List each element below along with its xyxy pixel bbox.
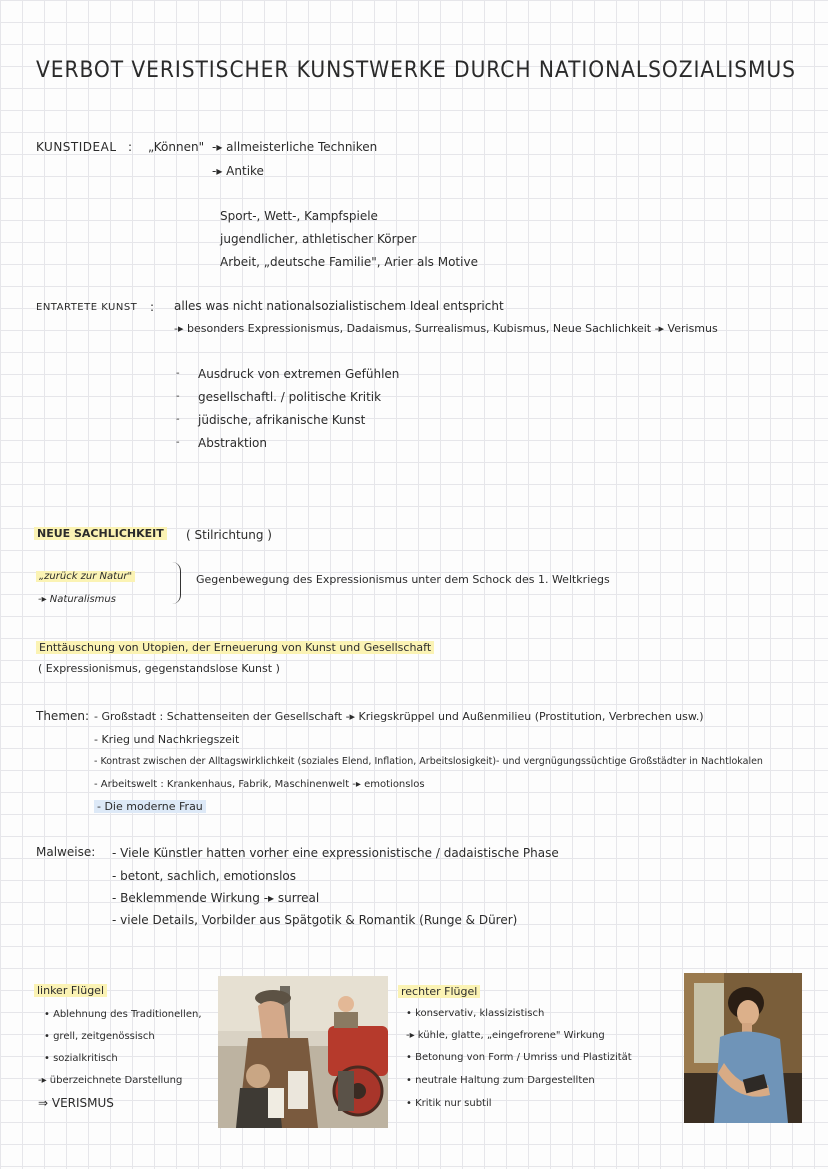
links-item: • grell, zeitgenössisch [44,1031,155,1042]
bullet-dash: - [176,437,180,448]
rechts-item: -▸ kühle, glatte, „eingefrorene" Wirkung [406,1030,605,1041]
kunstideal-colon: : [128,140,133,154]
kunstideal-label: KUNSTIDEAL [36,140,117,154]
painting-drawing [218,976,388,1128]
rechter-fluegel-text: rechter Flügel [398,985,480,998]
themen-item: - Krieg und Nachkriegszeit [94,733,240,746]
gegenbewegung-text: Gegenbewegung des Expressionismus unter dem Schock des 1. Weltkriegs [196,573,610,586]
enttaeuschung-line-1 [36,641,434,654]
neue-sachlichkeit-sub: ( Stilrichtung ) [186,528,272,542]
rechts-item: • neutrale Haltung zum Dargestellten [406,1075,595,1086]
malweise-item: - Viele Künstler hatten vorher eine expressionistische / dadaistische Phase [112,846,559,860]
kunstideal-arrow-2: -▸ Antike [212,164,264,178]
links-item: -▸ überzeichnete Darstellung [38,1075,183,1086]
themen-item: - Großstadt : Schattenseiten der Gesellschaft -▸ Kriegskrüppel und Außenmilieu (Prostitution, Verbrechen usw.) [94,710,704,723]
entartete-item: Abstraktion [198,436,268,450]
malweise-label: Malweise: [36,845,96,859]
kunstideal-item: Sport-, Wett-, Kampfspiele [220,209,378,223]
bullet-dash: - [176,414,180,425]
malweise-item: - Beklemmende Wirkung -▸ surreal [112,891,320,905]
rechter-fluegel-heading [398,985,480,998]
themen-label: Themen: [36,709,90,723]
entartete-item: jüdische, afrikanische Kunst [198,413,366,427]
themen-item: - Arbeitswelt : Krankenhaus, Fabrik, Maschinenwelt -▸ emotionslos [94,779,425,790]
kunstideal-arrow-1: -▸ allmeisterliche Techniken [212,140,378,154]
linker-fluegel-text: linker Flügel [34,984,107,997]
themen-item-last [94,800,206,813]
page-title: VERBOT VERISTISCHER KUNSTWERKE DURCH NATIONALSOZIALISMUS [36,58,796,83]
bullet-dash: - [176,391,180,402]
bullet-dash: - [176,368,180,379]
links-item: • Ablehnung des Traditionellen, [44,1009,202,1020]
enttaeuschung-text: Enttäuschung von Utopien, der Erneuerung von Kunst und Gesellschaft [36,641,434,654]
entartete-item: Ausdruck von extremen Gefühlen [198,367,400,381]
painting-woman-reading-image [684,973,802,1123]
kunstideal-item: Arbeit, „deutsche Familie", Arier als Motive [220,255,478,269]
naturalismus: -▸ Naturalismus [38,594,116,605]
entartete-line-1: alles was nicht nationalsozialistischem Ideal entspricht [174,299,504,313]
painting-drawing [684,973,802,1123]
enttaeuschung-line-2: ( Expressionismus, gegenstandslose Kunst ) [38,662,280,675]
malweise-item: - viele Details, Vorbilder aus Spätgotik & Romantik (Runge & Dürer) [112,913,518,927]
rechts-item: • konservativ, klassizistisch [406,1008,545,1019]
links-item: ⇒ VERISMUS [38,1096,114,1110]
kunstideal-keyword: „Können" [148,140,205,154]
kunstideal-item: jugendlicher, athletischer Körper [220,232,417,246]
curly-brace [172,562,181,604]
rechts-item: • Betonung von Form / Umriss und Plastizität [406,1052,632,1063]
zurueck-zur-natur: „zurück zur Natur" [36,571,135,582]
neue-sachlichkeit-heading: NEUE SACHLICHKEIT [34,527,167,540]
entartete-item: gesellschaftl. / politische Kritik [198,390,382,404]
entartete-colon: : [150,300,155,314]
malweise-item: - betont, sachlich, emotionslos [112,869,297,883]
linker-fluegel-heading [34,984,107,997]
links-item: • sozialkritisch [44,1053,118,1064]
entartete-line-2: -▸ besonders Expressionismus, Dadaismus, Surrealismus, Kubismus, Neue Sachlichkeit -▸ Verismus [174,322,718,335]
painting-verismus-image [218,976,388,1128]
entartete-label: ENTARTETE KUNST [36,302,138,313]
themen-item: - Kontrast zwischen der Alltagswirklichkeit (soziales Elend, Inflation, Arbeitslosigkeit)- und vergnügungssüchtige Großstädter in Nachtlokalen [94,756,763,767]
rechts-item: • Kritik nur subtil [406,1098,492,1109]
die-moderne-frau: - Die moderne Frau [94,800,206,813]
